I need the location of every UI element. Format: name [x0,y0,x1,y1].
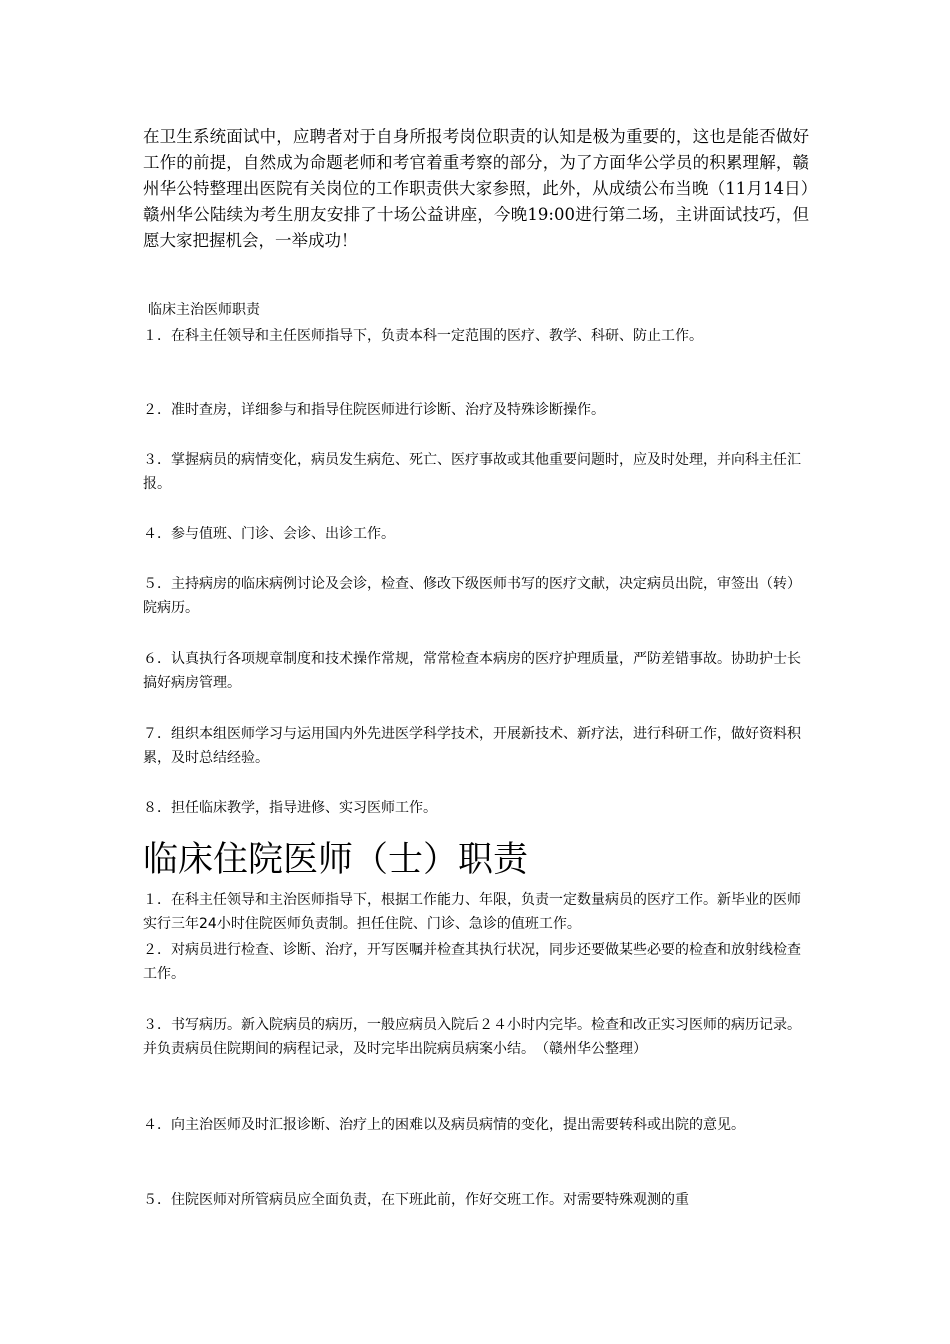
list-item: ５．住院医师对所管病员应全面负责，在下班此前，作好交班工作。对需要特殊观测的重 [143,1192,689,1208]
list-item: ３．书写病历。新入院病员的病历，一般应病员入院后２４小时内完毕。检查和改正实习医师的病历记录。并负责病员住院期间的病程记录，及时完毕出院病员病案小结。 （赣州华公整理） [143,1017,801,1057]
list-item: １．在科主任领导和主任医师指导下，负责本科一定范围的医疗、教学、科研、防止工作。 [143,328,703,344]
list-item: ７．组织本组医师学习与运用国内外先进医学科学技术，开展新技术、新疗法，进行科研工作，做好资料积累，及时总结经验。 [143,726,801,766]
list-item: ２．准时查房，详细参与和指导住院医师进行诊断、治疗及特殊诊断操作。 [143,402,605,418]
list-item: ４．向主治医师及时汇报诊断、治疗上的困难以及病员病情的变化，提出需要转科或出院的意见。 [143,1117,745,1133]
list-item: ５．主持病房的临床病例讨论及会诊，检查、修改下级医师书写的医疗文献，决定病员出院，审签出（转）院病历。 [143,576,801,616]
list-item: ２．对病员进行检查、诊断、治疗，开写医嘱并检查其执行状况，同步还要做某些必要的检查和放射线检查工作。 [143,942,801,982]
list-item: ３．掌握病员的病情变化，病员发生病危、死亡、医疗事故或其他重要问题时，应及时处理，并向科主任汇报。 [143,452,801,492]
section-title-attending-physician: 临床主治医师职责 [148,302,260,318]
list-item: ４．参与值班、门诊、会诊、出诊工作。 [143,526,395,542]
section-heading-resident-physician: 临床住院医师（士）职责 [143,840,529,880]
list-item: ８．担任临床教学，指导进修、实习医师工作。 [143,800,437,816]
list-item: １．在科主任领导和主治医师指导下，根据工作能力、年限，负责一定数量病员的医疗工作。新毕业的医师实行三年24小时住院医师负责制。担任住院、门诊、急诊的值班工作。 [143,892,801,932]
list-item: ６．认真执行各项规章制度和技术操作常规，常常检查本病房的医疗护理质量，严防差错事故。协助护士长搞好病房管理。 [143,651,801,691]
intro-paragraph: 在卫生系统面试中，应聘者对于自身所报考岗位职责的认知是极为重要的，这也是能否做好工作的前提，自然成为命题老师和考官着重考察的部分，为了方面华公学员的积累理解，赣州华公特整理出医院有关岗位的工作职责供大家参照，此外，从成绩公布当晚（11月14日）赣州华公陆续为考生朋友安排了十场公益讲座，今晚19:00进行第二场，主讲面试技巧，但愿大家把握机会，一举成功！ [143,127,809,250]
